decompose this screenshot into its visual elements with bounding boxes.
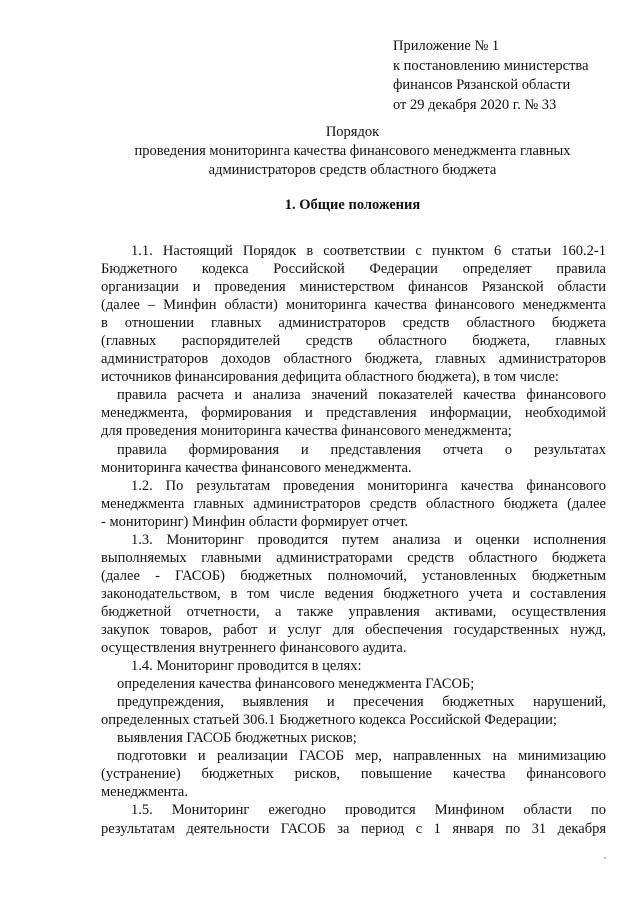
- section-heading: 1. Общие положения: [284, 197, 421, 213]
- text-line: (главных распорядителей средств областного бюджета, главных: [101, 333, 606, 350]
- text-line: выявления ГАСОБ бюджетных рисков;: [117, 730, 357, 747]
- body-text: [101, 242, 606, 838]
- text-line: определенных статьей 306.1 Бюджетного кодекса Российской Федерации;: [101, 712, 557, 729]
- appendix-line: Приложение № 1: [393, 38, 500, 54]
- text-line: предупреждения, выявления и пресечения бюджетных нарушений,: [117, 694, 606, 711]
- text-line: правила расчета и анализа значений показателей качества финансового: [117, 387, 606, 404]
- text-line: администраторов доходов областного бюджета, главных администраторов: [101, 351, 606, 368]
- text-line: 1.4. Мониторинг проводится в целях:: [131, 658, 362, 675]
- text-line: бюджетной отчетности, а также управления активами, осуществления: [101, 603, 606, 620]
- title-line-3: администраторов средств областного бюджета: [208, 162, 497, 178]
- text-line: результатам деятельности ГАСОБ за период с 1 января по 31 декабря: [101, 820, 606, 837]
- text-line: подготовки и реализации ГАСОБ мер, направленных на минимизацию: [117, 748, 606, 765]
- document-title: [100, 123, 605, 180]
- text-line: организации и проведения министерством финансов Рязанской области: [101, 279, 606, 296]
- text-line: 1.2. По результатам проведения мониторинга качества финансового: [131, 477, 606, 494]
- text-line: для проведения мониторинга качества финансового менеджмента;: [101, 423, 512, 440]
- text-line: (далее – Минфин области) мониторинга качества финансового менеджмента: [101, 297, 606, 314]
- text-line: 1.5. Мониторинг ежегодно проводится Минфином области по: [131, 802, 606, 819]
- text-line: в отношении главных администраторов средств областного бюджета: [101, 315, 606, 332]
- text-line: законодательством, в том числе ведения бюджетного учета и составления: [101, 585, 606, 602]
- title-line-2: проведения мониторинга качества финансового менеджмента главных: [134, 143, 571, 159]
- text-line: - мониторинг) Минфин области формирует отчет.: [101, 513, 409, 530]
- text-line: мониторинга качества финансового менеджмента.: [101, 459, 412, 476]
- text-line: (далее - ГАСОБ) бюджетных полномочий, установленных бюджетным: [101, 567, 606, 584]
- text-line: Бюджетного кодекса Российской Федерации определяет правила: [101, 261, 606, 278]
- appendix-note: [393, 37, 613, 115]
- scan-speck: [604, 857, 606, 859]
- appendix-line: от 29 декабря 2020 г. № 33: [393, 96, 557, 113]
- appendix-line: к постановлению министерства: [393, 57, 589, 74]
- text-line: менеджмента главных администраторов средств областного бюджета (далее: [101, 495, 606, 512]
- text-line: менеджмента.: [101, 784, 188, 801]
- text-line: правила формирования и представления отчета о результатах: [117, 441, 606, 458]
- text-line: 1.3. Мониторинг проводится путем анализа и оценки исполнения: [131, 531, 606, 548]
- text-line: закупок товаров, работ и услуг для обеспечения государственных нужд,: [101, 621, 606, 638]
- text-line: выполняемых главными администраторами средств областного бюджета: [101, 549, 606, 566]
- text-line: определения качества финансового менеджмента ГАСОБ;: [117, 676, 475, 693]
- appendix-line: финансов Рязанской области: [393, 77, 571, 93]
- text-line: менеджмента, формирования и представления информации, необходимой: [101, 405, 606, 422]
- title-line-1: Порядок: [325, 124, 380, 140]
- text-line: 1.1. Настоящий Порядок в соответствии с пунктом 6 статьи 160.2-1: [131, 243, 606, 259]
- text-line: источников финансирования дефицита областного бюджета), в том числе:: [101, 369, 559, 386]
- text-line: осуществления внутреннего финансового аудита.: [101, 640, 407, 657]
- text-line: (устранение) бюджетных рисков, повышение качества финансового: [101, 766, 606, 783]
